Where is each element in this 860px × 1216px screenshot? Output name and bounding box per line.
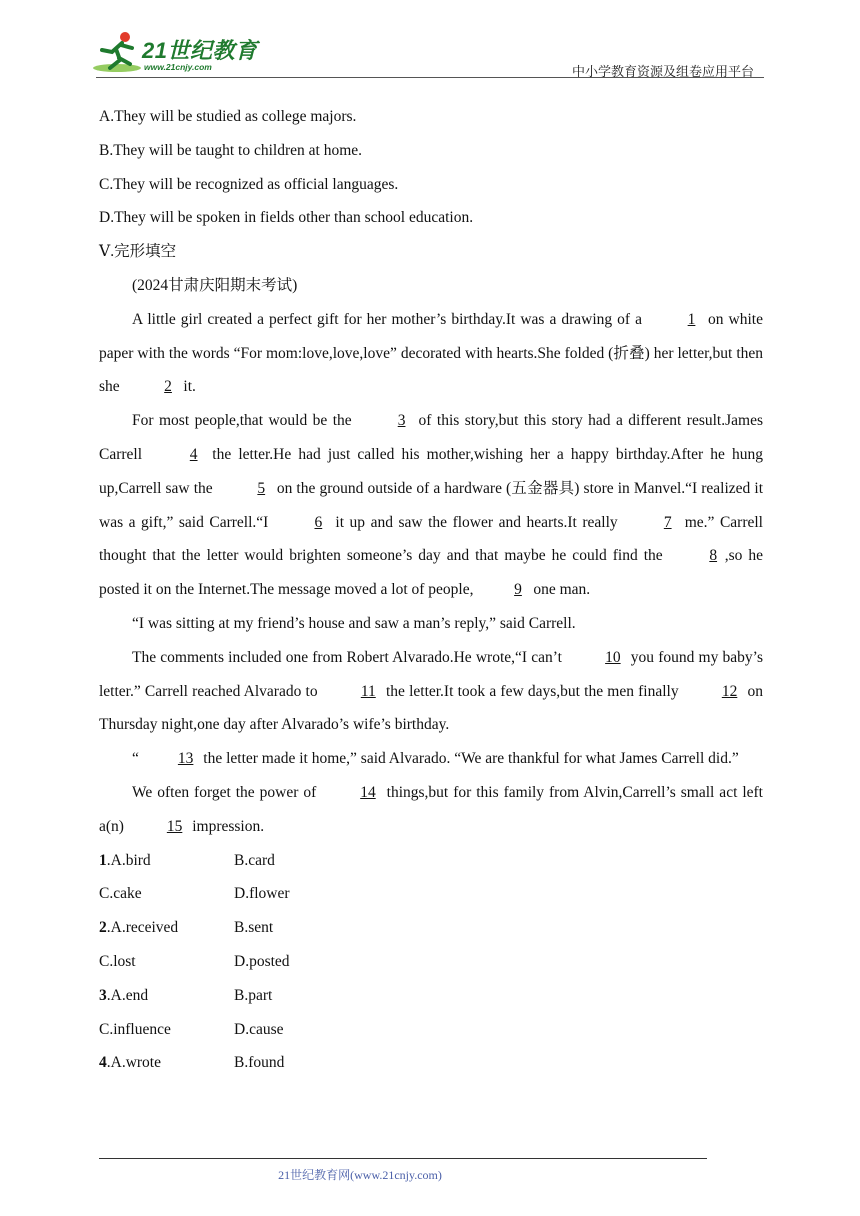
- document-body: [99, 100, 763, 1080]
- blank-13[interactable]: 13: [177, 750, 194, 768]
- question-4-row-1: [99, 1046, 763, 1080]
- section-title: Ⅴ.完形填空: [99, 243, 177, 261]
- prev-option-b: B.They will be taught to children at home.: [99, 141, 363, 159]
- paragraph-5: “ 13 the letter made it home,” said Alvarado. “We are thankful for what James Carrell did.”: [99, 742, 763, 776]
- paragraph-3: “I was sitting at my friend’s house and saw a man’s reply,” said Carrell.: [132, 614, 576, 632]
- header-divider: [96, 77, 764, 78]
- paragraph-6: We often forget the power of 14 things,but for this family from Alvin,Carrell’s small act left a(n) 15 impression.: [99, 776, 763, 844]
- prev-option-a: A.They will be studied as college majors.: [99, 108, 357, 125]
- blank-12[interactable]: 12: [721, 682, 738, 700]
- question-2-row-1: [99, 911, 763, 945]
- option-2c[interactable]: C.lost: [99, 952, 136, 970]
- footer-text: 21世纪教育网(www.21cnjy.com): [278, 1168, 442, 1182]
- blank-3[interactable]: 3: [397, 412, 406, 430]
- source-note: (2024甘肃庆阳期末考试): [132, 276, 298, 294]
- option-4a[interactable]: 4.A.wrote: [99, 1054, 161, 1072]
- logo-text: 21世纪教育: [142, 38, 258, 63]
- option-1a[interactable]: 1.A.bird: [99, 851, 151, 869]
- blank-14[interactable]: 14: [360, 783, 376, 801]
- blank-7[interactable]: 7: [663, 513, 672, 531]
- paragraph-4: The comments included one from Robert Alvarado.He wrote,“I can’t 10 you found my baby’s letter.” Carrell reached Alvarado to 11 the letter.It took a few days,but the men finally 12 on Thursday night,one day after Alvarado’s wife’s birthday.: [99, 641, 763, 742]
- question-1-row-2: [99, 877, 763, 911]
- logo: [92, 30, 262, 78]
- option-3c[interactable]: C.influence: [99, 1020, 171, 1038]
- blank-9[interactable]: 9: [514, 581, 522, 599]
- paragraph-1: A little girl created a perfect gift for her mother’s birthday.It was a drawing of a 1 on white paper with the words “For mom:love,love,love” decorated with hearts.She folded (折叠) her letter,but then she 2 it.: [99, 303, 763, 404]
- blank-11[interactable]: 11: [360, 682, 376, 700]
- option-3d[interactable]: D.cause: [234, 1020, 284, 1038]
- blank-8[interactable]: 8: [709, 547, 718, 565]
- option-3a[interactable]: 3.A.end: [99, 986, 149, 1004]
- page-footer: [0, 1166, 860, 1183]
- page-header: [0, 0, 860, 80]
- option-1d[interactable]: D.flower: [234, 885, 290, 903]
- logo-url: www.21cnjy.com: [144, 62, 212, 72]
- option-1c[interactable]: C.cake: [99, 885, 142, 903]
- blank-6[interactable]: 6: [314, 513, 323, 531]
- option-2a[interactable]: 2.A.received: [99, 919, 179, 937]
- blank-4[interactable]: 4: [189, 445, 198, 463]
- paragraph-2: For most people,that would be the 3 of this story,but this story had a different result.James Carrell 4 the letter.He had just called his mother,wishing her a happy birthday.After he hung up,Carrell saw the 5 on the ground outside of a hardware (五金器具) store in Manvel.“I realized it was a gift,” said Carrell.“I 6 it up and saw the flower and hearts.It really 7 me.” Carrell thought that the letter would brighten someone’s day and that maybe he could find the 8 ,so he posted it on the Internet.The message moved a lot of people, 9 one man.: [99, 404, 763, 607]
- blank-10[interactable]: 10: [605, 648, 621, 666]
- option-4b[interactable]: B.found: [234, 1054, 285, 1072]
- option-2b[interactable]: B.sent: [234, 919, 274, 937]
- prev-option-c: C.They will be recognized as official languages.: [99, 175, 399, 193]
- option-3b[interactable]: B.part: [234, 986, 273, 1004]
- option-1b[interactable]: B.card: [234, 851, 275, 869]
- platform-title: 中小学教育资源及组卷应用平台: [571, 64, 754, 79]
- blank-1[interactable]: 1: [687, 310, 696, 328]
- blank-2[interactable]: 2: [164, 378, 172, 396]
- option-2d[interactable]: D.posted: [234, 952, 290, 970]
- question-2-row-2: [99, 945, 763, 979]
- blank-5[interactable]: 5: [257, 479, 266, 497]
- footer-divider: [99, 1158, 707, 1159]
- blank-15[interactable]: 15: [166, 817, 183, 835]
- prev-option-d: D.They will be spoken in fields other than school education.: [99, 209, 474, 227]
- runner-logo-icon: [92, 30, 142, 74]
- question-1-row-1: [99, 844, 763, 878]
- question-3-row-1: [99, 979, 763, 1013]
- question-3-row-2: [99, 1013, 763, 1047]
